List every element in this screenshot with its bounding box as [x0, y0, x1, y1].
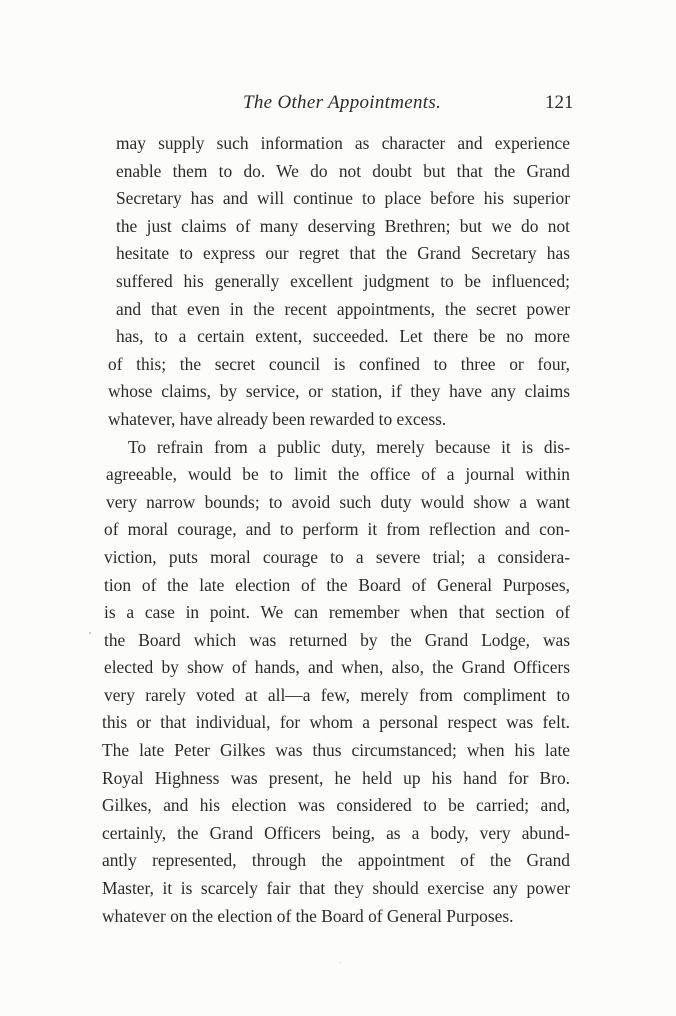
- text-line: has, to a certain extent, succeeded. Let there be no more: [116, 326, 570, 347]
- text-line: very narrow bounds; to avoid such duty would show a want: [106, 491, 570, 512]
- text-line: hesitate to express our regret that the Grand Secretary has: [116, 243, 570, 264]
- page-number: 121: [545, 92, 574, 113]
- text-line: whatever, have already been rewarded to excess.: [108, 408, 447, 429]
- text-line: suffered his generally excellent judgment to be influenced;: [116, 270, 570, 291]
- paper-speck: [89, 632, 91, 634]
- text-line: Gilkes, and his election was considered to be carried; and,: [102, 795, 570, 816]
- running-head: The Other Appointments.: [243, 92, 442, 113]
- text-line: of moral courage, and to perform it from reflection and con-: [104, 519, 570, 540]
- text-line: Secretary has and will continue to place before his superior: [116, 188, 570, 209]
- text-line: the Board which was returned by the Grand Lodge, was: [104, 629, 570, 650]
- body-text: [100, 130, 570, 930]
- paper-speck: [340, 962, 341, 963]
- text-line: certainly, the Grand Officers being, as a body, very abund-: [102, 822, 570, 843]
- text-line: Master, it is scarcely fair that they should exercise any power: [102, 878, 570, 899]
- page-header: [0, 92, 676, 122]
- text-line: antly represented, through the appointment of the Grand: [102, 850, 570, 871]
- text-line: is a case in point. We can remember when that section of: [104, 602, 570, 623]
- text-line: To refrain from a public duty, merely because it is dis-: [128, 436, 570, 457]
- text-line: viction, puts moral courage to a severe trial; a considera-: [104, 546, 570, 567]
- text-line: Royal Highness was present, he held up his hand for Bro.: [102, 767, 570, 788]
- text-line: agreeable, would be to limit the office of a journal within: [106, 464, 570, 485]
- text-line: the just claims of many deserving Brethren; but we do not: [116, 215, 570, 236]
- text-line: of this; the secret council is confined to three or four,: [108, 353, 570, 374]
- text-line: and that even in the recent appointments, the secret power: [116, 298, 570, 319]
- text-line: may supply such information as character and experience: [116, 133, 570, 153]
- text-line: this or that individual, for whom a personal respect was felt.: [102, 712, 570, 733]
- text-line: enable them to do. We do not doubt but that the Grand: [116, 160, 570, 181]
- text-line: whatever on the election of the Board of General Purposes.: [102, 905, 514, 926]
- text-line: elected by show of hands, and when, also, the Grand Officers: [104, 657, 570, 678]
- text-line: whose claims, by service, or station, if they have any claims: [108, 381, 570, 402]
- text-line: very rarely voted at all—a few, merely from compliment to: [104, 684, 570, 705]
- text-line: tion of the late election of the Board of General Purposes,: [104, 574, 570, 595]
- text-line: The late Peter Gilkes was thus circumstanced; when his late: [102, 740, 570, 761]
